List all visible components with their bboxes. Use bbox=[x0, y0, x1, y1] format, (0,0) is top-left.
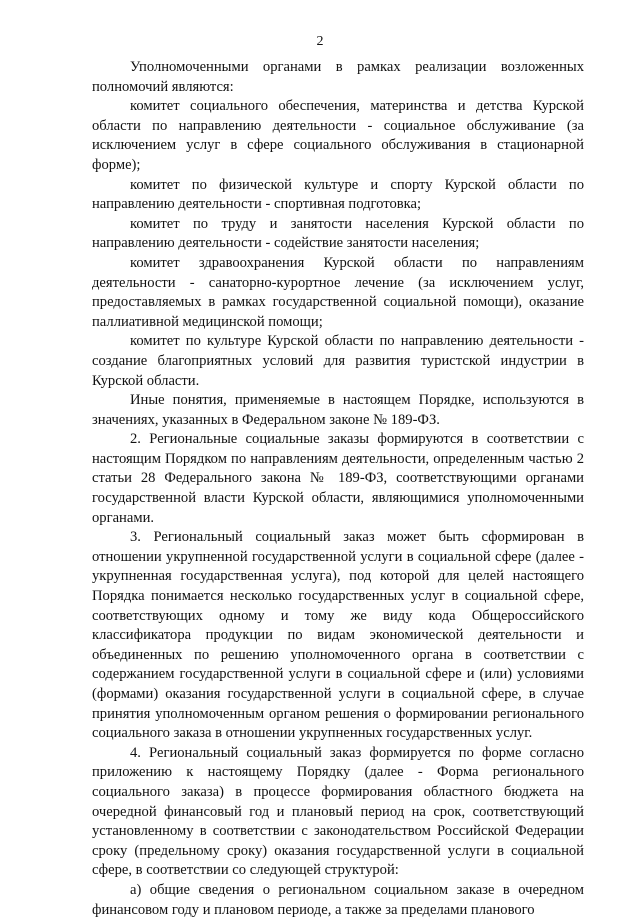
paragraph-other-terms: Иные понятия, применяемые в настоящем Порядке, используются в значениях, указанных в Федеральном законе № 189-ФЗ. bbox=[92, 392, 584, 428]
paragraph-authorized-bodies-intro: Уполномоченными органами в рамках реализации возложенных полномочий являются: bbox=[92, 59, 584, 95]
paragraph-labor-committee: комитет по труду и занятости населения Курской области по направлению деятельности - содействие занятости населения; bbox=[92, 215, 584, 252]
paragraph-healthcare-committee: комитет здравоохранения Курской области по направлениям деятельности - санаторно-курортное лечение (за исключением услуг, предоставляемых в рамках государственной социальной помощи), оказание паллиативной медицинской помощи; bbox=[92, 254, 584, 330]
paragraph-culture-committee: комитет по культуре Курской области по направлению деятельности - создание благоприятных условий для развития туристской индустрии в Курской области. bbox=[92, 333, 584, 389]
page-number: 2 bbox=[316, 34, 324, 49]
paragraph-social-security-committee: комитет социального обеспечения, материнства и детства Курской области по направлению деятельности - социальное обслуживание (за исключением услуг в сфере социального обслуживания в стационарной форме); bbox=[92, 98, 584, 173]
paragraph-clause-4a: а) общие сведения о региональном социальном заказе в очередном финансовом году и плановом периоде, а также за пределами планового bbox=[92, 881, 584, 918]
paragraph-clause-4: 4. Региональный социальный заказ формируется по форме согласно приложению к настоящему Порядку (далее - Форма регионального социального заказа) в процессе формирования областного бюджета на очередной финансовый год и плановый период на срок, соответствующий установленному в соответствии с законодательством Российской Федерации сроку (предельному сроку) оказания государственной услуги в социальной сфере, в соответствии со следующей структурой: bbox=[92, 744, 584, 879]
paragraph-clause-2: 2. Региональные социальные заказы формируются в соответствии с настоящим Порядком по направлениям деятельности, определенным частью 2 статьи 28 Федерального закона № 189-ФЗ, соответствующими органами государственной власти Курской области, являющимися уполномоченными органами. bbox=[92, 431, 584, 526]
paragraph-sports-committee: комитет по физической культуре и спорту Курской области по направлению деятельности - спортивная подготовка; bbox=[92, 176, 584, 213]
document-body bbox=[92, 58, 584, 920]
paragraph-clause-3: 3. Региональный социальный заказ может быть сформирован в отношении укрупненной государственной услуги в социальной сфере (далее - укрупненная государственная услуга), под которой для целей настоящего Порядка понимается несколько государственных услуг в социальной сфере, соответствующих одному и тому же виду кода Общероссийского классификатора продукции по видам экономической деятельности и объединенных по решению уполномоченного органа в соответствии с содержанием государственной услуги в социальной сфере и (или) условиями (формами) оказания государственной услуги в социальной сфере, в случае принятия уполномоченным органом решения о формировании регионального социального заказа в отношении укрупненных государственных услуг. bbox=[92, 529, 584, 742]
